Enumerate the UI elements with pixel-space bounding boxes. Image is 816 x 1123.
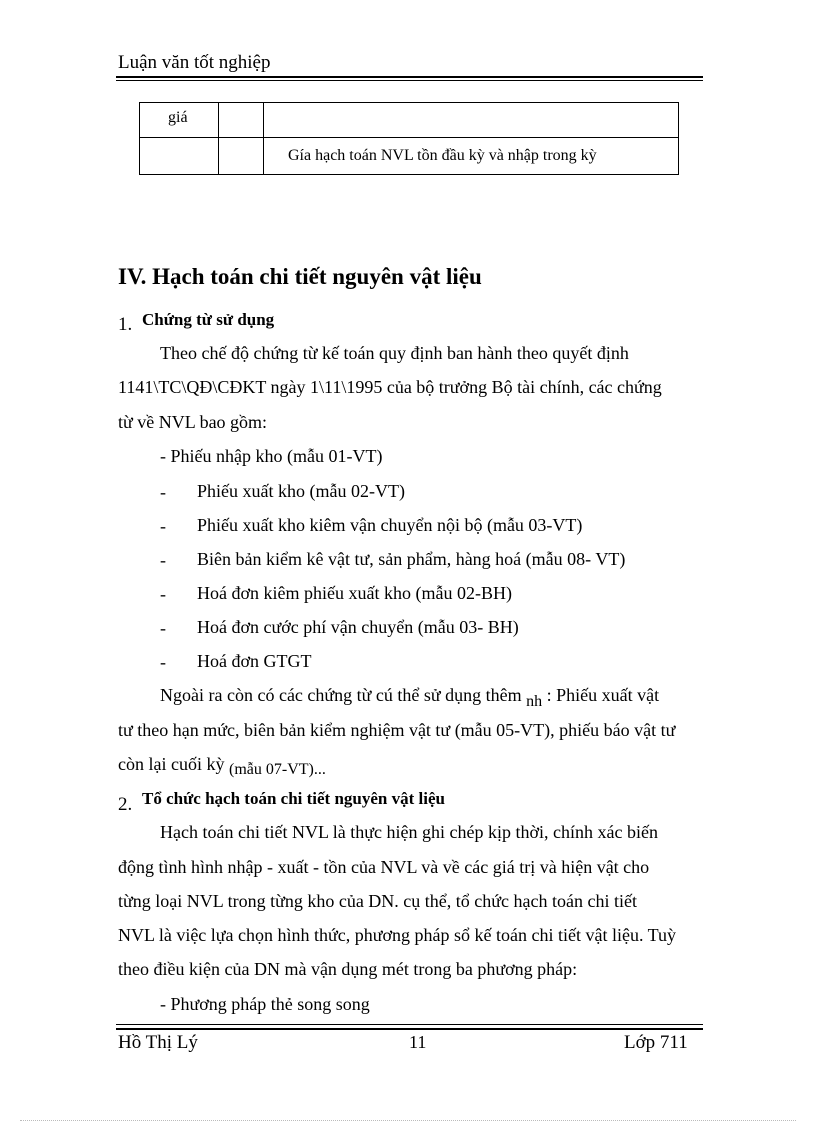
list-bullet: - <box>160 584 166 604</box>
list-item: Hoá đơn cước phí vận chuyển (mẫu 03- BH) <box>197 617 519 637</box>
list-item: - Phiếu nhập kho (mẫu 01-VT) <box>160 446 383 466</box>
paragraph-text: còn lại cuối kỳ <box>118 754 225 774</box>
paragraph-line <box>160 685 660 710</box>
table-row <box>140 138 679 175</box>
footer-class: Lớp 711 <box>624 1032 688 1053</box>
list-item: Phiếu xuất kho kiêm vận chuyển nội bộ (mẫu 03-VT) <box>197 515 583 535</box>
paragraph-line: từng loại NVL trong từng kho của DN. cụ thể, tổ chức hạch toán chi tiết <box>118 891 637 911</box>
header-rule-thick <box>116 76 703 78</box>
paragraph-line: Hạch toán chi tiết NVL là thực hiện ghi chép kịp thời, chính xác biến <box>160 822 658 842</box>
table-cell <box>140 103 219 138</box>
table-cell <box>140 138 219 175</box>
footer-rule-thick <box>116 1028 703 1030</box>
list-bullet: - <box>160 516 166 536</box>
subsection-title: Chứng từ sử dụng <box>142 310 275 329</box>
list-item: Biên bản kiểm kê vật tư, sản phẩm, hàng hoá (mẫu 08- VT) <box>197 549 626 569</box>
page-edge-divider <box>20 1120 796 1121</box>
header-title: Luận văn tốt nghiệp <box>118 52 271 73</box>
paragraph-line: tư theo hạn mức, biên bản kiểm nghiệm vật tư (mẫu 05-VT), phiếu báo vật tư <box>118 720 676 740</box>
list-item: Hoá đơn GTGT <box>197 651 312 671</box>
section-heading: IV. Hạch toán chi tiết nguyên vật liệu <box>118 264 482 289</box>
paragraph-line: 1141\TC\QĐ\CĐKT ngày 1\11\1995 của bộ trưởng Bộ tài chính, các chứng <box>118 377 662 397</box>
paragraph-text: (mẫu 07-VT)... <box>228 761 326 778</box>
list-item: Phiếu xuất kho (mẫu 02-VT) <box>197 481 405 501</box>
continuation-table <box>139 102 679 175</box>
subsection-number: 1. <box>118 314 133 335</box>
list-bullet: - <box>160 652 166 672</box>
list-item: Hoá đơn kiêm phiếu xuất kho (mẫu 02-BH) <box>197 583 512 603</box>
table-cell <box>264 103 679 138</box>
table-cell-text: giá <box>168 109 188 126</box>
paragraph-text: Ngoài ra còn có các chứng từ cú thể sử dụng thêm <box>160 685 522 705</box>
footer-author: Hồ Thị Lý <box>118 1032 198 1053</box>
table-cell <box>219 103 264 138</box>
paragraph-line: NVL là việc lựa chọn hình thức, phương pháp sổ kế toán chi tiết vật liệu. Tuỳ <box>118 925 677 945</box>
subsection-number: 2. <box>118 794 133 815</box>
list-bullet: - <box>160 482 166 502</box>
paragraph-line <box>118 754 326 778</box>
table-row <box>140 103 679 138</box>
table-cell <box>219 138 264 175</box>
footer-rule-thin <box>116 1024 703 1025</box>
footer-page-number: 11 <box>409 1032 427 1052</box>
list-item: - Phương pháp thẻ song song <box>160 994 370 1014</box>
paragraph-line: động tình hình nhập - xuất - tồn của NVL và về các giá trị và hiện vật cho <box>118 857 650 877</box>
subsection-title: Tổ chức hạch toán chi tiết nguyên vật liệu <box>142 789 445 808</box>
list-bullet: - <box>160 618 166 638</box>
paragraph-line: Theo chế độ chứng từ kế toán quy định ban hành theo quyết định <box>160 343 629 363</box>
paragraph-line: theo điều kiện của DN mà vận dụng mét trong ba phương pháp: <box>118 959 578 979</box>
paragraph-text: : Phiếu xuất vật <box>546 685 660 705</box>
paragraph-line: từ về NVL bao gồm: <box>118 412 268 432</box>
header-rule-thin <box>116 80 703 81</box>
paragraph-text: nh <box>526 693 543 710</box>
table-cell-text: Gía hạch toán NVL tồn đầu kỳ và nhập trong kỳ <box>264 138 679 175</box>
list-bullet: - <box>160 550 166 570</box>
